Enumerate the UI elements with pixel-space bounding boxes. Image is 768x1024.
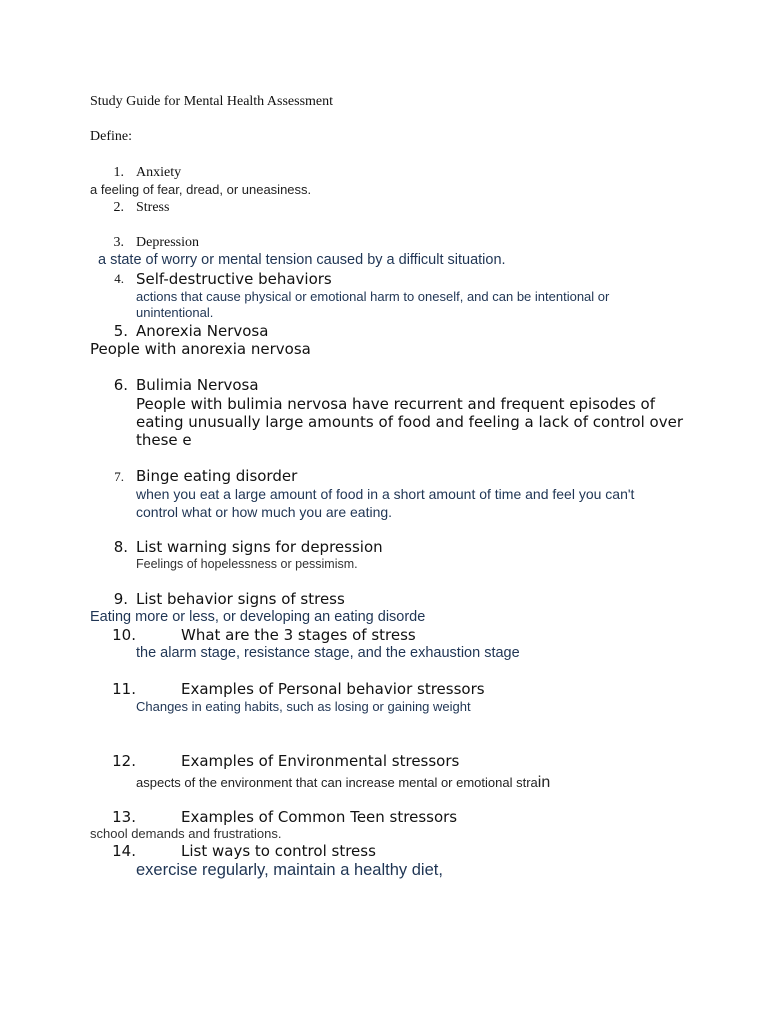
answer-bulimia-line3: these e	[136, 431, 192, 449]
item-number: 2.	[113, 200, 124, 215]
answer-binge-line2: control what or how much you are eating.	[136, 504, 393, 520]
item-label-warning-signs: List warning signs for depression	[136, 538, 383, 556]
answer-binge-line1: when you eat a large amount of food in a short amount of time and feel you can't	[136, 486, 635, 502]
answer-anorexia: People with anorexia nervosa	[90, 340, 311, 358]
item-number: 9.	[113, 590, 128, 608]
answer-stages: the alarm stage, resistance stage, and the exhaustion stage	[136, 645, 520, 661]
item-label-binge: Binge eating disorder	[136, 467, 298, 485]
item-number: 11.	[112, 680, 136, 698]
item-number: 6.	[113, 376, 128, 394]
item-number: 12.	[112, 752, 136, 770]
answer-environmental-stressors	[136, 774, 550, 792]
item-label-anxiety: Anxiety	[136, 165, 182, 180]
answer-anxiety: a feeling of fear, dread, or uneasiness.	[90, 182, 312, 197]
page-title: Study Guide for Mental Health Assessment	[90, 94, 334, 109]
item-number: 4.	[114, 271, 124, 286]
answer-environmental-main: aspects of the environment that can increase mental or emotional stra	[136, 775, 538, 790]
item-number: 13.	[112, 808, 136, 826]
item-label-stress: Stress	[136, 200, 170, 215]
answer-control-stress: exercise regularly, maintain a healthy diet,	[136, 861, 443, 879]
answer-bulimia-line1: People with bulimia nervosa have recurrent and frequent episodes of	[136, 395, 655, 413]
item-label-self-destructive: Self-destructive behaviors	[136, 270, 332, 288]
answer-personal-stressors: Changes in eating habits, such as losing or gaining weight	[136, 699, 471, 714]
item-label-environmental-stressors: Examples of Environmental stressors	[181, 752, 460, 770]
answer-depression: a state of worry or mental tension caused by a difficult situation.	[98, 252, 506, 268]
item-label-personal-stressors: Examples of Personal behavior stressors	[181, 680, 485, 698]
item-number: 8.	[113, 538, 128, 556]
item-label-depression: Depression	[136, 235, 199, 250]
answer-environmental-tail: in	[537, 774, 551, 791]
answer-bulimia-line2: eating unusually large amounts of food and feeling a lack of control over	[136, 413, 683, 431]
item-number: 1.	[113, 165, 124, 180]
item-number: 5.	[113, 322, 128, 340]
answer-behavior-signs: Eating more or less, or developing an eating disorde	[90, 609, 426, 625]
item-number: 7.	[114, 469, 124, 484]
item-label-bulimia: Bulimia Nervosa	[136, 376, 259, 394]
item-label-control-stress: List ways to control stress	[181, 842, 376, 860]
answer-warning-signs: Feelings of hopelessness or pessimism.	[136, 557, 358, 571]
item-label-stages: What are the 3 stages of stress	[181, 626, 416, 644]
answer-teen-stressors: school demands and frustrations.	[90, 826, 282, 841]
answer-self-destructive-line1: actions that cause physical or emotional harm to oneself, and can be intentional or	[136, 289, 610, 304]
define-label: Define:	[90, 129, 132, 144]
answer-self-destructive-line2: unintentional.	[136, 305, 214, 320]
item-label-anorexia: Anorexia Nervosa	[136, 322, 269, 340]
item-number: 14.	[112, 842, 136, 860]
item-number: 3.	[113, 235, 124, 250]
item-label-behavior-signs: List behavior signs of stress	[136, 590, 345, 608]
item-label-teen-stressors: Examples of Common Teen stressors	[181, 808, 458, 826]
item-number: 10.	[112, 626, 136, 644]
